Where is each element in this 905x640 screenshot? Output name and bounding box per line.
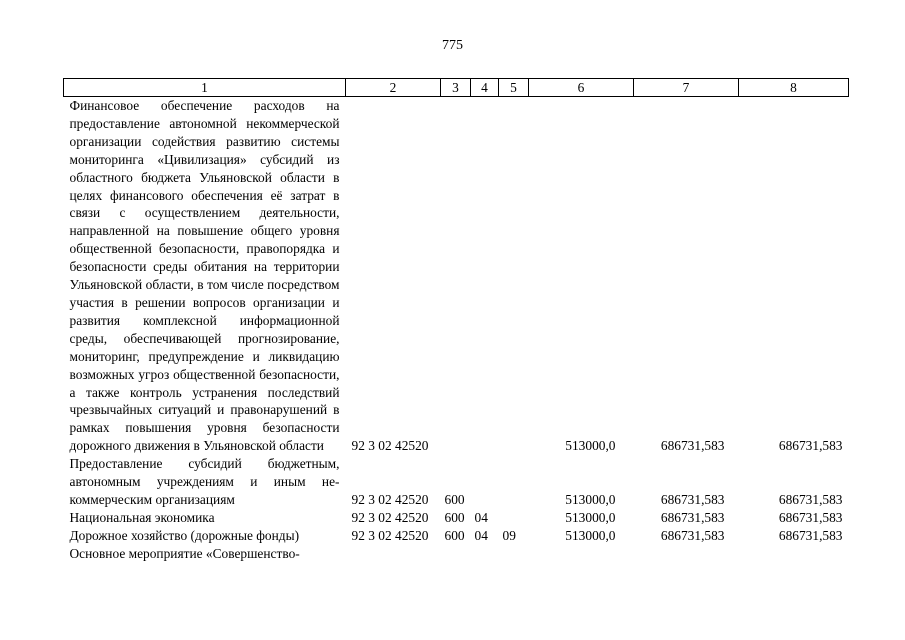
row-amount-7: 686731,583 [660, 438, 725, 454]
row-amount-7: 686731,583 [660, 527, 725, 543]
row-amount-7: 686731,583 [660, 491, 725, 507]
row-name: Основное мероприятие «Совершенство- [69, 545, 300, 561]
header-col-6: 6 [529, 79, 634, 97]
header-col-2: 2 [346, 79, 441, 97]
row-amount-8: 686731,583 [778, 527, 843, 543]
row-amount-6: 513000,0 [565, 527, 616, 543]
table-row [64, 545, 849, 563]
budget-table [63, 78, 849, 563]
row-name: Дорожное хозяйство (дорожные фонды) [69, 527, 300, 543]
row-subsection [499, 545, 529, 563]
row-section [471, 545, 499, 563]
row-subsection [499, 509, 529, 527]
header-col-8: 8 [739, 79, 849, 97]
row-amount-8: 686731,583 [778, 438, 843, 454]
row-expense-type: 600 [444, 491, 465, 507]
row-amount-6: 513000,0 [565, 491, 616, 507]
row-amount-6: 513000,0 [565, 509, 616, 525]
row-amount-8: 686731,583 [778, 509, 843, 525]
row-subsection [499, 455, 529, 509]
row-section: 04 [474, 527, 488, 543]
row-target-code: 92 3 02 42520 [351, 527, 429, 543]
header-col-1: 1 [64, 79, 346, 97]
header-col-7: 7 [634, 79, 739, 97]
row-expense-type [441, 545, 471, 563]
row-amount-7: 686731,583 [660, 509, 725, 525]
row-subsection: 09 [502, 527, 516, 543]
row-expense-type [441, 97, 471, 456]
row-name: Финансовое обеспечение расходов на предоставление автономной некоммерческой организации содействия развитию системы мониторинга «Цивилизация» субсидий из областного бюджета Ульяновской области в целях финансового обеспечения её затрат в связи с осуществлением деятельности, направленной на повышение общего уровня общественной безопасности, правопорядка и безопасности среды обитания на территории Ульяновской области, в том числе посредством участия в решении вопросов организации и развития комплексной информационной среды, обеспечивающей прогнозирование, мониторинг, предупреждение и ликвидацию возможных угроз общественной безопасности, а также контроль устранения последствий чрезвычайных ситуаций и правонарушений в рамках повышения уровня безопасности дорожного движения в Ульяновской области [69, 98, 340, 454]
row-target-code: 92 3 02 42520 [351, 438, 429, 454]
row-expense-type: 600 [444, 509, 465, 525]
row-amount-8 [739, 545, 849, 563]
row-section [471, 455, 499, 509]
row-name: Национальная экономика [69, 509, 215, 525]
row-amount-7 [634, 545, 739, 563]
row-target-code [346, 545, 441, 563]
row-subsection [499, 97, 529, 456]
table-row [64, 455, 849, 509]
row-target-code: 92 3 02 42520 [351, 491, 429, 507]
row-section [471, 97, 499, 456]
header-col-5: 5 [499, 79, 529, 97]
header-row [64, 79, 849, 97]
row-expense-type: 600 [444, 527, 465, 543]
header-col-4: 4 [471, 79, 499, 97]
table-row [64, 97, 849, 456]
row-target-code: 92 3 02 42520 [351, 509, 429, 525]
row-name: Предоставление субсидий бюджетным, автономным учреждениям и иным некоммерческим организациям [69, 456, 340, 507]
row-amount-6: 513000,0 [565, 438, 616, 454]
row-amount-6 [529, 545, 634, 563]
row-section: 04 [474, 509, 488, 525]
page-number: 775 [442, 38, 463, 53]
table-row [64, 509, 849, 527]
table-row [64, 527, 849, 545]
row-amount-8: 686731,583 [778, 491, 843, 507]
header-col-3: 3 [441, 79, 471, 97]
